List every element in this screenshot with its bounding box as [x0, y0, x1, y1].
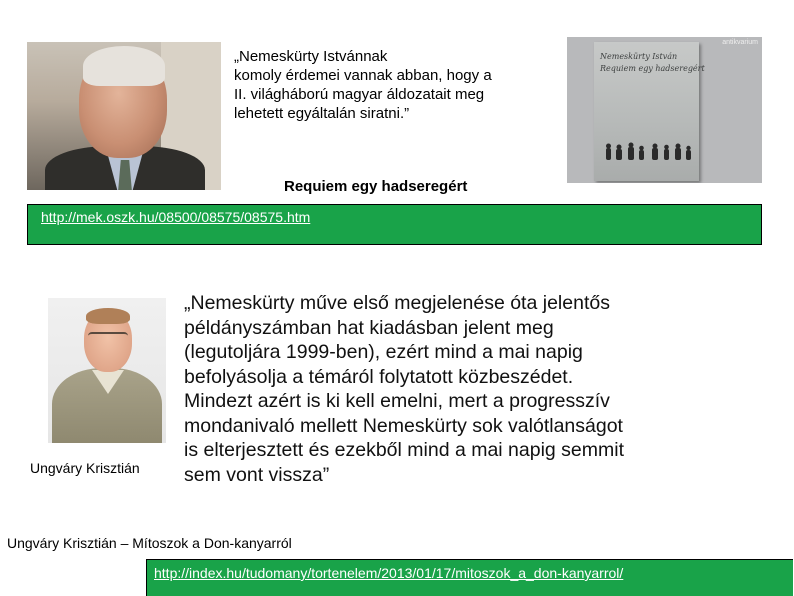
ungvary-portrait [48, 298, 166, 443]
quote-line: példányszámban hat kiadásban jelent meg [184, 316, 554, 339]
book-cover [594, 42, 705, 181]
quote-line: komoly érdemei vannak abban, hogy a [234, 67, 492, 84]
quote-line: mondanivaló mellett Nemeskürty sok valótlanságot [184, 414, 623, 437]
quote-line: Mindezt azért is ki kell emelni, mert a progresszív [184, 390, 610, 412]
nemeskurty-quote [234, 47, 554, 123]
book-cover-author: Nemeskürty István [600, 52, 678, 61]
mek-link[interactable]: http://mek.oszk.hu/08500/08575/08575.htm [41, 209, 311, 225]
mek-link-box [27, 204, 762, 245]
quote-line: lehetett egyáltalán siratni.” [234, 105, 410, 122]
nemeskurty-portrait [27, 42, 221, 190]
ungvary-quote [184, 291, 744, 487]
quote-line: is elterjesztett és ezekből mind a mai napig semmit [184, 439, 625, 461]
book-caption: Requiem egy hadseregért [284, 178, 468, 195]
ungvary-caption: Ungváry Krisztián [30, 460, 140, 476]
book-cover-title: Requiem egy hadseregért [600, 64, 705, 73]
index-article-link[interactable]: http://index.hu/tudomany/tortenelem/2013/01/17/mitoszok_a_don-kanyarrol/ [154, 565, 624, 581]
index-link-box [146, 559, 793, 596]
quote-line: II. világháború magyar áldozatait meg [234, 86, 485, 103]
quote-line: „Nemeskürty műve első megjelenése óta jelentős [184, 292, 610, 314]
quote-line: sem vont vissza” [184, 463, 330, 486]
book-cover-image [567, 37, 762, 183]
article-source-caption: Ungváry Krisztián – Mítoszok a Don-kanyarról [7, 535, 292, 551]
marching-figures-illustration [602, 140, 694, 162]
quote-line: befolyásolja a témáról folytatott közbeszédet. [184, 365, 574, 388]
quote-line: (legutoljára 1999-ben), ezért mind a mai napig [184, 341, 583, 363]
quote-line: „Nemeskürty Istvánnak [234, 48, 388, 65]
image-watermark: antikvarium [722, 39, 758, 46]
